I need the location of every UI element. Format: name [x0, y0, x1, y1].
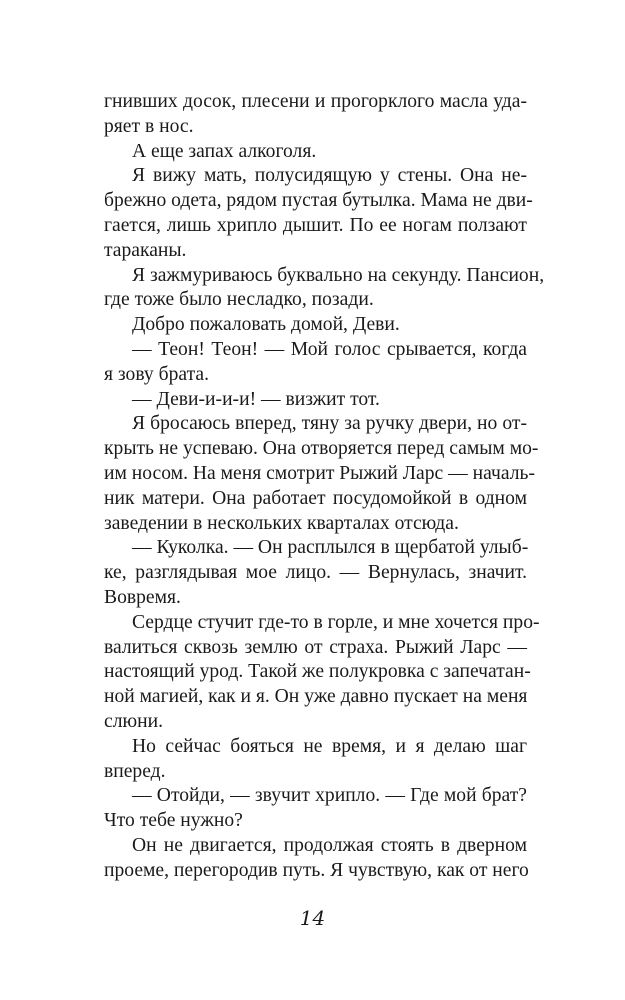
text-line: настоящий урод. Такой же полукровка с запечатан- — [104, 661, 531, 683]
text-line: Он не двигается, продолжая стоять в дверном — [132, 834, 527, 856]
text-line: гается, лишь хрипло дышит. По ее ногам ползают — [104, 214, 527, 236]
text-line: Что тебе нужно? — [104, 810, 243, 832]
text-line: гнивших досок, плесени и прогорклого масла уда- — [104, 91, 527, 112]
text-line: Вовремя. — [104, 586, 181, 608]
text-line: — Деви-и-и-и! — визжит тот. — [132, 388, 380, 410]
body-text — [104, 90, 545, 884]
text-line: ник матери. Она работает посудомойкой в одном — [104, 487, 527, 509]
text-line: брежно одета, рядом пустая бутылка. Мама не дви- — [104, 190, 533, 212]
text-line: ряет в нос. — [104, 115, 194, 137]
text-line: ке, разглядывая мое лицо. — Вернулась, значит. — [104, 562, 527, 584]
text-line: Я вижу мать, полусидящую у стены. Она не- — [132, 165, 527, 187]
text-line: Сердце стучит где-то в горле, и мне хочется про- — [132, 611, 540, 633]
text-line: где тоже было несладко, позади. — [104, 289, 374, 311]
text-line: заведении в нескольких кварталах отсюда. — [104, 512, 459, 534]
text-line: слюни. — [104, 710, 163, 732]
text-line: — Теон! Теон! — Мой голос срывается, когда — [132, 338, 527, 360]
text-line: им носом. На меня смотрит Рыжий Ларс — началь- — [104, 462, 535, 484]
text-line: — Отойди, — звучит хрипло. — Где мой брат? — [132, 785, 527, 807]
text-line: проеме, перегородив путь. Я чувствую, как от него — [104, 859, 529, 881]
text-line: ной магией, как и я. Он уже давно пускает на меня — [104, 686, 528, 708]
text-line: крыть не успеваю. Она отворяется перед самым мо- — [104, 438, 539, 460]
text-line: — Куколка. — Он расплылся в щербатой улыб- — [132, 537, 529, 559]
text-line: Добро пожаловать домой, Деви. — [132, 314, 400, 336]
text-line: Я бросаюсь вперед, тяну за ручку двери, но от- — [132, 413, 527, 435]
text-line: А еще запах алкоголя. — [132, 140, 317, 162]
text-line: я зову брата. — [104, 363, 209, 385]
text-line: Я зажмуриваюсь буквально на секунду. Пансион, — [132, 264, 545, 286]
text-line: вперед. — [104, 760, 166, 782]
text-line: тараканы. — [104, 239, 187, 261]
page-number: 14 — [299, 906, 326, 930]
text-line: Но сейчас бояться не время, и я делаю шаг — [132, 735, 527, 757]
text-line: валиться сквозь землю от страха. Рыжий Ларс — — [104, 636, 527, 658]
